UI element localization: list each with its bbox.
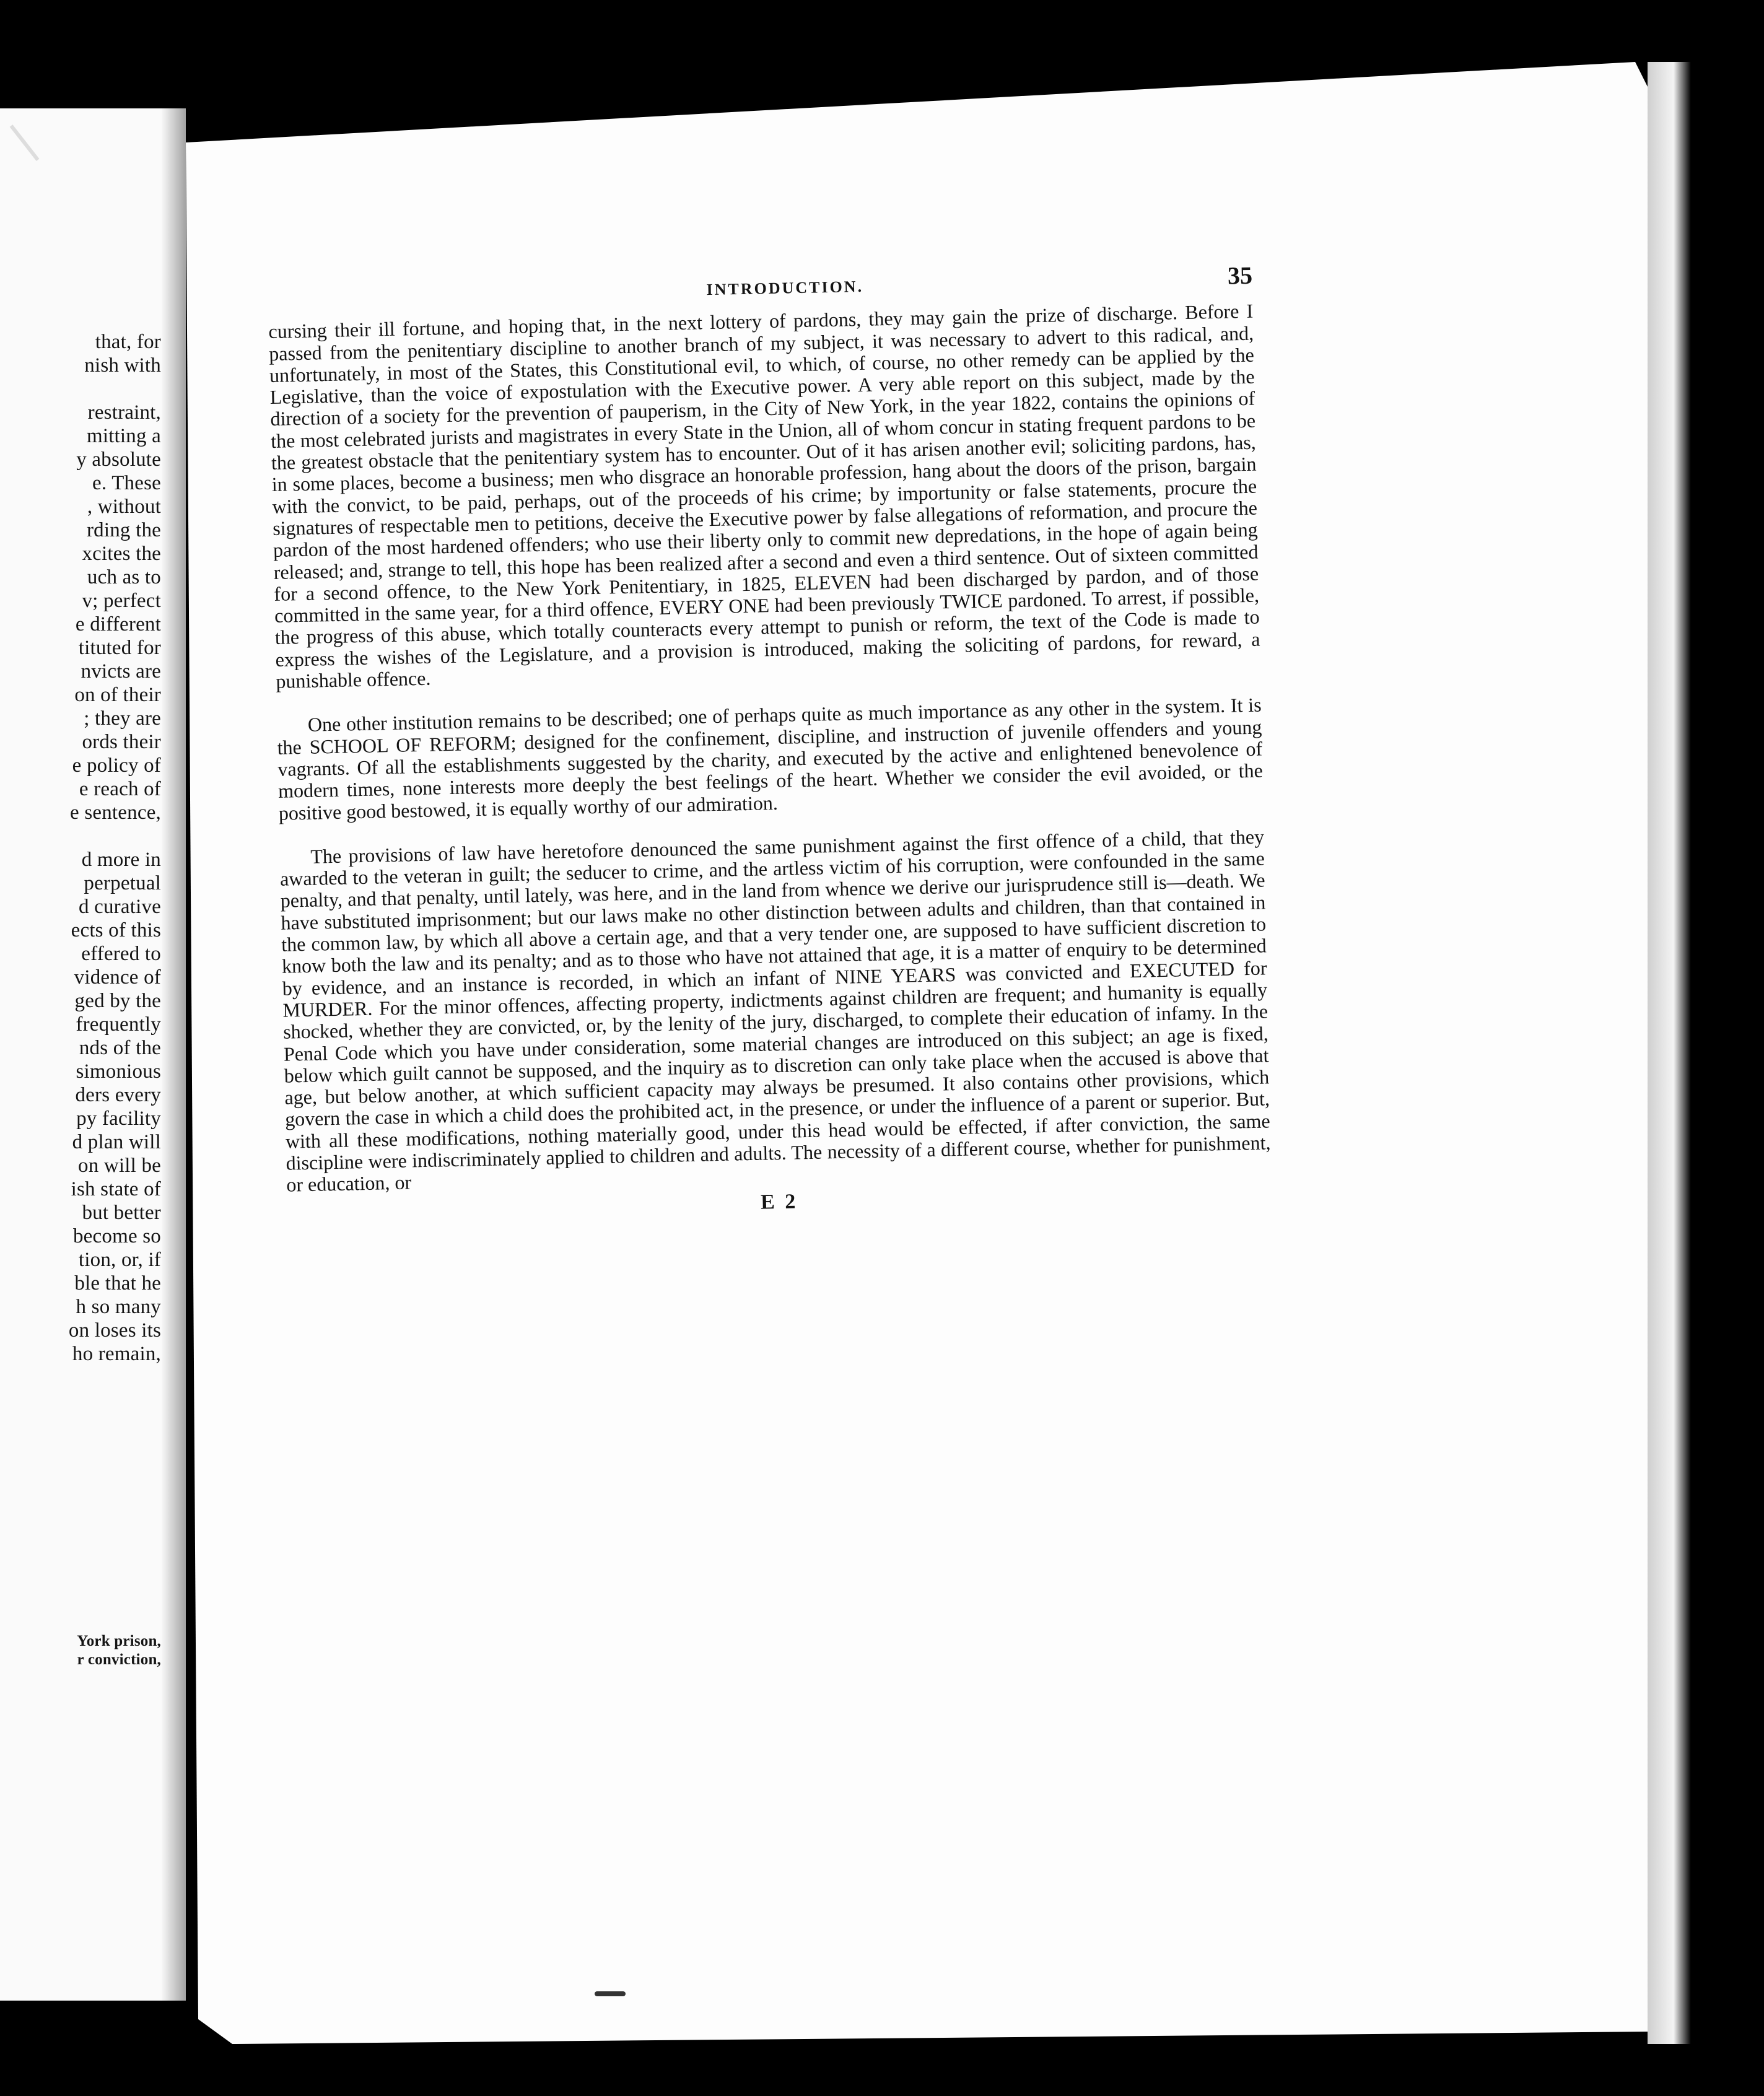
paragraph-school-of-reform: One other institution remains to be described; one of perhaps quite as much importance as any other in the system. It is the SCHOOL OF REFORM; designed for the confinement, discipline, and instruction of juvenile offenders and young vagrants. Of all the establishments suggested by the charity, and executed by the active and enlightened benevolence of modern times, none interests more deeply the best feelings of the heart. Whether we consider the evil avoided, or the positive good bestowed, it is equally worthy of our admiration. bbox=[277, 693, 1264, 824]
facing-page-line: ders every bbox=[75, 1084, 161, 1106]
facing-page-line: on loses its bbox=[68, 1319, 161, 1342]
smudge bbox=[595, 1991, 626, 1996]
facing-page-line: nds of the bbox=[79, 1037, 161, 1059]
facing-page-line bbox=[0, 378, 161, 402]
facing-page-line: , without bbox=[87, 496, 161, 518]
facing-page-line: e sentence, bbox=[70, 801, 161, 824]
facing-page-line: v; perfect bbox=[82, 590, 161, 612]
facing-page-line: become so bbox=[72, 1225, 161, 1247]
facing-page-line: e different bbox=[75, 613, 161, 635]
running-title: INTRODUCTION. bbox=[706, 277, 864, 299]
facing-page-line: y absolute bbox=[76, 448, 161, 471]
signature-mark: E 2 bbox=[760, 1189, 798, 1214]
facing-page-line: ged by the bbox=[74, 990, 161, 1012]
facing-page-line: on will be bbox=[78, 1155, 161, 1177]
facing-page-line: d curative bbox=[78, 896, 161, 918]
facing-page-footnote-line: York prison, bbox=[77, 1633, 161, 1649]
facing-page-line: ; they are bbox=[84, 707, 161, 730]
facing-page-line: d plan will bbox=[72, 1131, 161, 1153]
facing-page-line: ects of this bbox=[71, 919, 161, 941]
facing-page-line: xcites the bbox=[82, 543, 161, 565]
scan-mark bbox=[10, 124, 40, 161]
facing-page-line: uch as to bbox=[87, 566, 161, 588]
paragraph-pardons: cursing their ill fortune, and hoping that, in the next lottery of pardons, they may gain the prize of discharge. Before I passed from the penitentiary discipline to another branch of my subject, it was necessary to advert to this radical, and, unfortunately, in most of the States, this Constitutional evil, to which, of course, no other remedy can be applied by the Legislative, than the voice of expostulation with the Executive power. A very able report on this subject, made by the direction of a society for the prevention of pauperism, in the City of New York, in the year 1822, contains the opinions of the most celebrated jurists and magistrates in every State in the Union, all of whom concur in stating frequent pardons to be the greatest obstacle that the penitentiary system has to encounter. Out of it has arisen another evil; soliciting pardons, has, in some places, become a business; men who disgrace an honorable profession, hang about the doors of the prison, bargain with the convict, to be paid, perhaps, out of the proceeds of his crime; by importunity or false statements, procure the signatures of respectable men to petitions, deceive the Executive power by false allegations of reformation, and procure the pardon of the most hardened offenders; who use their liberty only to commit new depredations, in the hope of again being released; and, strange to tell, this hope has been realized after a second and even a third sentence. Out of sixteen committed for a second offence, to the New York Penitentiary, in 1825, ELEVEN had been discharged by pardon, and of those committed in the same year, for a third offence, EVERY ONE had been previously TWICE pardoned. To arrest, if possible, the progress of this abuse, which totally counteracts every attempt to punish or reform, the text of the Code is made to express the wishes of the Legislature, and a provision is introduced, making the soliciting of pardons, for reward, a punishable offence. bbox=[268, 299, 1260, 692]
facing-page-line: perpetual bbox=[84, 872, 161, 894]
facing-page-line: py facility bbox=[76, 1107, 161, 1130]
facing-page-line: h so many bbox=[76, 1296, 161, 1318]
facing-page-line: frequently bbox=[76, 1013, 161, 1036]
gutter-shadow bbox=[161, 108, 186, 2001]
facing-page-line: mitting a bbox=[86, 425, 161, 447]
page-number: 35 bbox=[1227, 261, 1253, 290]
page-text-block bbox=[268, 261, 1272, 1223]
page-edge bbox=[1648, 62, 1691, 2044]
facing-page-line: tituted for bbox=[78, 637, 161, 659]
facing-page-line: ho remain, bbox=[72, 1343, 161, 1365]
facing-page-line: e policy of bbox=[72, 754, 161, 777]
facing-page-footnote bbox=[0, 1632, 161, 1669]
facing-page-line: tion, or, if bbox=[78, 1249, 161, 1271]
facing-page-line: ish state of bbox=[71, 1178, 161, 1200]
facing-page-line: d more in bbox=[81, 849, 161, 871]
facing-page-line: ords their bbox=[82, 731, 161, 753]
facing-page-line: restraint, bbox=[87, 401, 161, 424]
facing-page-line: e. These bbox=[92, 472, 161, 494]
facing-page-line: on of their bbox=[74, 684, 161, 706]
facing-page-text bbox=[0, 331, 161, 1367]
facing-page-line: nish with bbox=[84, 354, 161, 377]
facing-page bbox=[0, 108, 186, 2001]
paragraph-juvenile-offenders: The provisions of law have heretofore denounced the same punishment against the first offence of a child, that they awarded to the veteran in guilt; the seducer to crime, and the artless victim of his corruption, were confounded in the same penalty, and that penalty, until lately, was here, and in the land from whence we derive our jurisprudence still is—death. We have substituted imprisonment; but our laws make no other distinction between adults and children, than that contained in the common law, by which all above a certain age, and that a very tender one, are supposed to have sufficient discretion to know both the law and its penalty; and as to those who have not attained that age, it is a matter of enquiry to be determined by evidence, and an instance is recorded, in which an infant of NINE YEARS was convicted and EXECUTED for MURDER. For the minor offences, affecting property, indictments against children are frequent; and humanity is equally shocked, whether they are convicted, or, by the lenity of the jury, discharged, to complete their education of infamy. In the Penal Code which you have under consideration, some material changes are introduced on this subject; an age is fixed, below which guilt cannot be supposed, and the inquiry as to discretion can only take place when the accused is above that age, but below another, at which sufficient capacity may always be presumed. It also contains other provisions, which govern the case in which a child does the prohibited act, in the presence, or under the influence of a parent or superior. But, with all these modifications, nothing materially good, under this head would be effected, if after conviction, the same discipline were indiscriminately applied to children and adults. The necessity of a different course, whether for punishment, or education, or bbox=[279, 825, 1271, 1196]
facing-page-line bbox=[0, 826, 161, 849]
facing-page-line: ble that he bbox=[74, 1272, 161, 1295]
facing-page-line: e reach of bbox=[79, 778, 161, 800]
facing-page-line: nvicts are bbox=[81, 660, 161, 683]
facing-page-line: simonious bbox=[76, 1060, 161, 1083]
facing-page-line: rding the bbox=[86, 519, 161, 541]
facing-page-line: vidence of bbox=[74, 966, 161, 989]
facing-page-line: effered to bbox=[81, 943, 161, 965]
facing-page-line: but better bbox=[82, 1202, 161, 1224]
facing-page-footnote-line: r conviction, bbox=[77, 1651, 161, 1668]
facing-page-line: that, for bbox=[95, 331, 161, 353]
